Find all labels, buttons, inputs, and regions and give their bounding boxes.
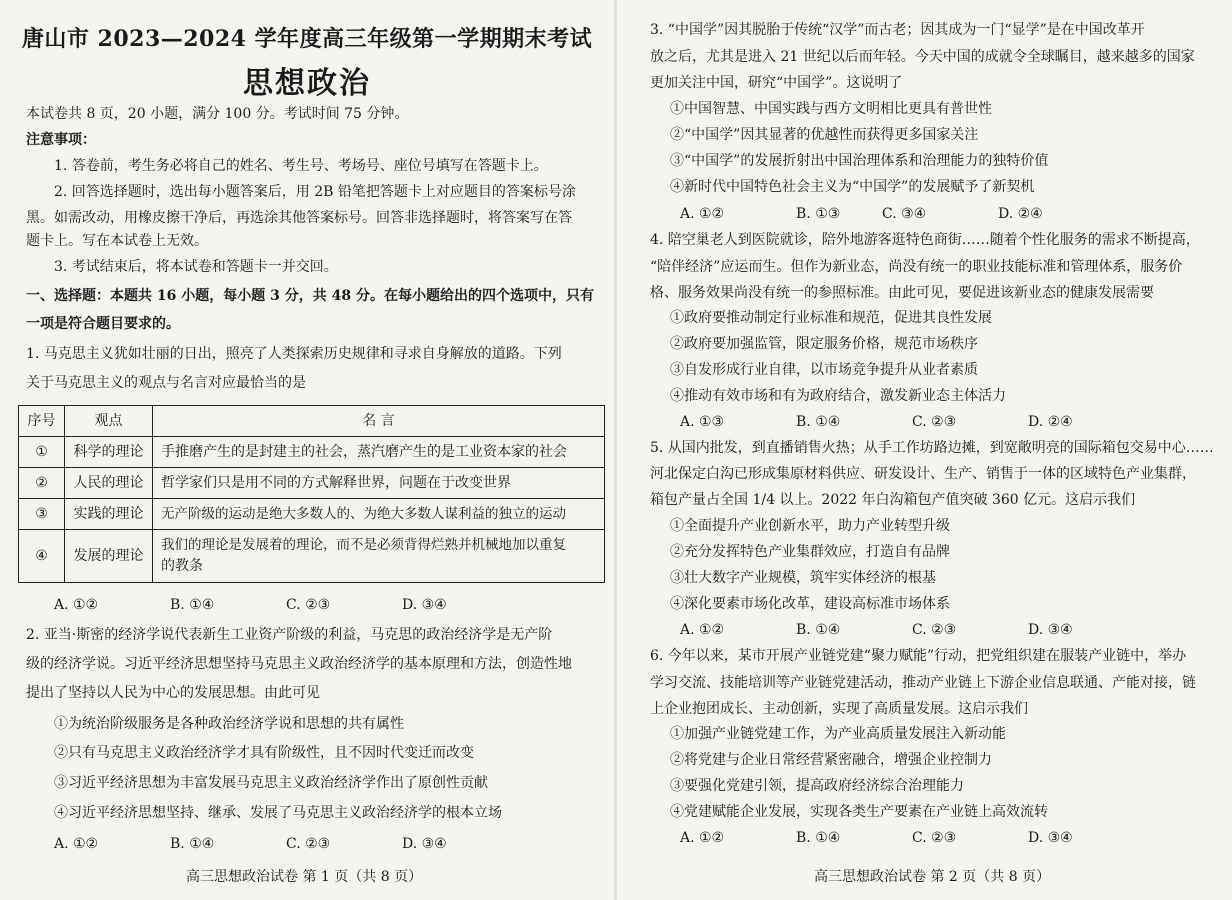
subject-title: 思想政治	[243, 66, 371, 101]
question-2-options	[54, 834, 447, 854]
notice-line: 题卡上。写在本试卷上无效。	[26, 233, 208, 249]
question-1-stem: 1. 马克思主义犹如壮丽的日出，照亮了人类探索历史规律和寻求自身解放的道路。下列	[26, 346, 562, 362]
question-2-stem: 提出了坚持以人民为中心的发展思想。由此可见	[26, 685, 320, 701]
question-6-item: ③要强化党建引领，提高政府经济综合治理能力	[670, 778, 964, 794]
question-3-stem: 更加关注中国，研究“中国学”。这说明了	[650, 75, 903, 91]
question-5-item: ①全面提升产业创新水平，助力产业转型升级	[670, 518, 950, 534]
page-divider	[614, 0, 617, 900]
notice-line: 2. 回答选择题时，选出每小题答案后，用 2B 铅笔把答题卡上对应题目的答案标号涂	[54, 184, 576, 200]
question-2-stem: 2. 亚当·斯密的经济学说代表新生工业资产阶级的利益，马克思的政治经济学是无产阶	[26, 627, 553, 643]
table-cell: 无产阶级的运动是绝大多数人的、为绝大多数人谋利益的独立的运动	[153, 499, 605, 530]
table-cell: 手推磨产生的是封建主的社会，蒸汽磨产生的是工业资本家的社会	[153, 437, 605, 468]
question-2-item: ③习近平经济思想为丰富发展马克思主义政治经济学作出了原创性贡献	[54, 775, 488, 791]
option: A. ①②	[680, 830, 725, 846]
question-2-item: ②只有马克思主义政治经济学才具有阶级性，且不因时代变迁而改变	[54, 745, 474, 761]
option: A. ①②	[54, 836, 99, 852]
question-3-item: ②“中国学”因其显著的优越性而获得更多国家关注	[670, 127, 979, 143]
question-4-item: ②政府要加强监管，限定服务价格，规范市场秩序	[670, 336, 978, 352]
notice-line: 3. 考试结束后，将本试卷和答题卡一并交回。	[54, 259, 338, 275]
page-footer: 高三思想政治试卷 第 1 页（共 8 页）	[186, 869, 423, 885]
table-cell: ④	[19, 530, 65, 583]
question-3-options	[680, 204, 1043, 224]
question-6-stem: 上企业抱团成长、主动创新，实现了高质量发展。这启示我们	[650, 701, 1028, 717]
question-2-item: ①为统治阶级服务是各种政治经济学说和思想的共有属性	[54, 716, 404, 732]
option: C. ③④	[882, 206, 927, 222]
question-4-stem: “陪伴经济”应运而生。但作为新业态，尚没有统一的职业技能标准和管理体系，服务价	[650, 259, 1183, 275]
question-4-stem: 格、服务效果尚没有统一的参照标准。由此可见，要促进该新业态的健康发展需要	[650, 285, 1154, 301]
question-5-options	[680, 620, 1073, 640]
table-cell: 实践的理论	[65, 499, 153, 530]
question-6-stem: 6. 今年以来，某市开展产业链党建“聚力赋能”行动，把党组织建在服装产业链中，举办	[650, 648, 1187, 664]
option: B. ①④	[796, 414, 841, 430]
quote-table	[18, 405, 605, 583]
option: D. ③④	[1028, 830, 1073, 846]
option: C. ②③	[286, 597, 331, 613]
option: D. ③④	[402, 836, 447, 852]
question-6-item: ①加强产业链党建工作，为产业高质量发展注入新动能	[670, 726, 1006, 742]
table-header: 名 言	[153, 406, 605, 437]
table-row	[19, 468, 605, 499]
question-5-stem: 箱包产量占全国 1/4 以上。2022 年白沟箱包产值突破 360 亿元。这启示我们	[650, 492, 1136, 508]
table-row	[19, 530, 605, 583]
question-5-stem: 河北保定白沟已形成集原材料供应、研发设计、生产、销售于一体的区域特色产业集群，	[650, 466, 1196, 482]
question-5-item: ③壮大数字产业规模，筑牢实体经济的根基	[670, 570, 936, 586]
question-2-item: ④习近平经济思想坚持、继承、发展了马克思主义政治经济学的根本立场	[54, 805, 502, 821]
question-6-options	[680, 828, 1073, 848]
option: A. ①②	[680, 622, 725, 638]
option: D. ②④	[998, 206, 1043, 222]
section-heading: 一、选择题：本题共 16 小题，每小题 3 分，共 48 分。在每小题给出的四个选项中，只有	[26, 288, 594, 304]
option: B. ①④	[170, 597, 215, 613]
question-6-item: ②将党建与企业日常经营紧密融合，增强企业控制力	[670, 752, 992, 768]
notice-title: 注意事项：	[26, 132, 96, 148]
question-4-item: ③自发形成行业自律，以市场竞争提升从业者素质	[670, 362, 978, 378]
question-6-stem: 学习交流、技能培训等产业链党建活动，推动产业链上下游企业信息联通、产能对接，链	[650, 675, 1196, 691]
table-header: 序号	[19, 406, 65, 437]
table-cell: ②	[19, 468, 65, 499]
intro-text: 本试卷共 8 页，20 小题，满分 100 分。考试时间 75 分钟。	[26, 106, 409, 122]
page-2	[618, 0, 1232, 900]
page-1	[0, 0, 614, 900]
question-1-options	[54, 595, 447, 615]
option: A. ①③	[680, 414, 725, 430]
question-6-item: ④党建赋能企业发展，实现各类生产要素在产业链上高效流转	[670, 804, 1048, 820]
notice-line: 1. 答卷前，考生务必将自己的姓名、考生号、考场号、座位号填写在答题卡上。	[54, 158, 548, 174]
option: D. ②④	[1028, 414, 1073, 430]
question-2-stem: 级的经济学说。习近平经济思想坚持马克思主义政治经济学的基本原理和方法，创造性地	[26, 656, 572, 672]
question-3-stem: 3. “中国学”因其脱胎于传统“汉学”而古老；因其成为一门“显学”是在中国改革开	[650, 22, 1145, 38]
table-cell: ①	[19, 437, 65, 468]
option: D. ③④	[402, 597, 447, 613]
table-cell-line: 的教条	[161, 558, 203, 574]
option: C. ②③	[912, 830, 957, 846]
option: D. ③④	[1028, 622, 1073, 638]
option: B. ①④	[170, 836, 215, 852]
exam-title: 唐山市 2023—2024 学年度高三年级第一学期期末考试	[21, 26, 593, 52]
question-5-item: ④深化要素市场化改革，建设高标准市场体系	[670, 596, 950, 612]
question-3-item: ④新时代中国特色社会主义为“中国学”的发展赋予了新契机	[670, 179, 1035, 195]
table-cell-line: 我们的理论是发展着的理论，而不是必须背得烂熟并机械地加以重复	[161, 537, 566, 553]
option: C. ②③	[286, 836, 331, 852]
table-row	[19, 437, 605, 468]
table-header: 观点	[65, 406, 153, 437]
section-heading: 一项是符合题目要求的。	[26, 316, 180, 332]
question-4-item: ④推动有效市场和有为政府结合，激发新业态主体活力	[670, 388, 1006, 404]
question-3-item: ①中国智慧、中国实践与西方文明相比更具有普世性	[670, 101, 992, 117]
option: B. ①④	[796, 830, 841, 846]
option: A. ①②	[680, 206, 725, 222]
question-1-stem: 关于马克思主义的观点与名言对应最恰当的是	[26, 375, 306, 391]
notice-line: 黑。如需改动，用橡皮擦干净后，再选涂其他答案标号。回答非选择题时，将答案写在答	[26, 210, 572, 226]
table-cell: 发展的理论	[65, 530, 153, 583]
table-cell: ③	[19, 499, 65, 530]
question-5-item: ②充分发挥特色产业集群效应，打造自有品牌	[670, 544, 950, 560]
question-3-item: ③“中国学”的发展折射出中国治理体系和治理能力的独特价值	[670, 153, 1049, 169]
question-4-stem: 4. 陪空巢老人到医院就诊，陪外地游客逛特色商街……随着个性化服务的需求不断提高，	[650, 232, 1200, 248]
table-cell	[153, 530, 605, 583]
question-4-item: ①政府要推动制定行业标准和规范，促进其良性发展	[670, 310, 992, 326]
table-cell: 哲学家们只是用不同的方式解释世界，问题在于改变世界	[153, 468, 605, 499]
question-3-stem: 放之后，尤其是进入 21 世纪以后而年轻。今天中国的成就令全球瞩目，越来越多的国家	[650, 49, 1195, 65]
option: C. ②③	[912, 414, 957, 430]
table-cell: 科学的理论	[65, 437, 153, 468]
question-5-stem: 5. 从国内批发，到直播销售火热；从手工作坊路边摊，到宽敞明亮的国际箱包交易中心……	[650, 440, 1214, 456]
option: A. ①②	[54, 597, 99, 613]
page-footer: 高三思想政治试卷 第 2 页（共 8 页）	[814, 869, 1051, 885]
question-4-options	[680, 412, 1073, 432]
table-cell: 人民的理论	[65, 468, 153, 499]
option: B. ①③	[796, 206, 841, 222]
option: B. ①④	[796, 622, 841, 638]
option: C. ②③	[912, 622, 957, 638]
table-row	[19, 499, 605, 530]
